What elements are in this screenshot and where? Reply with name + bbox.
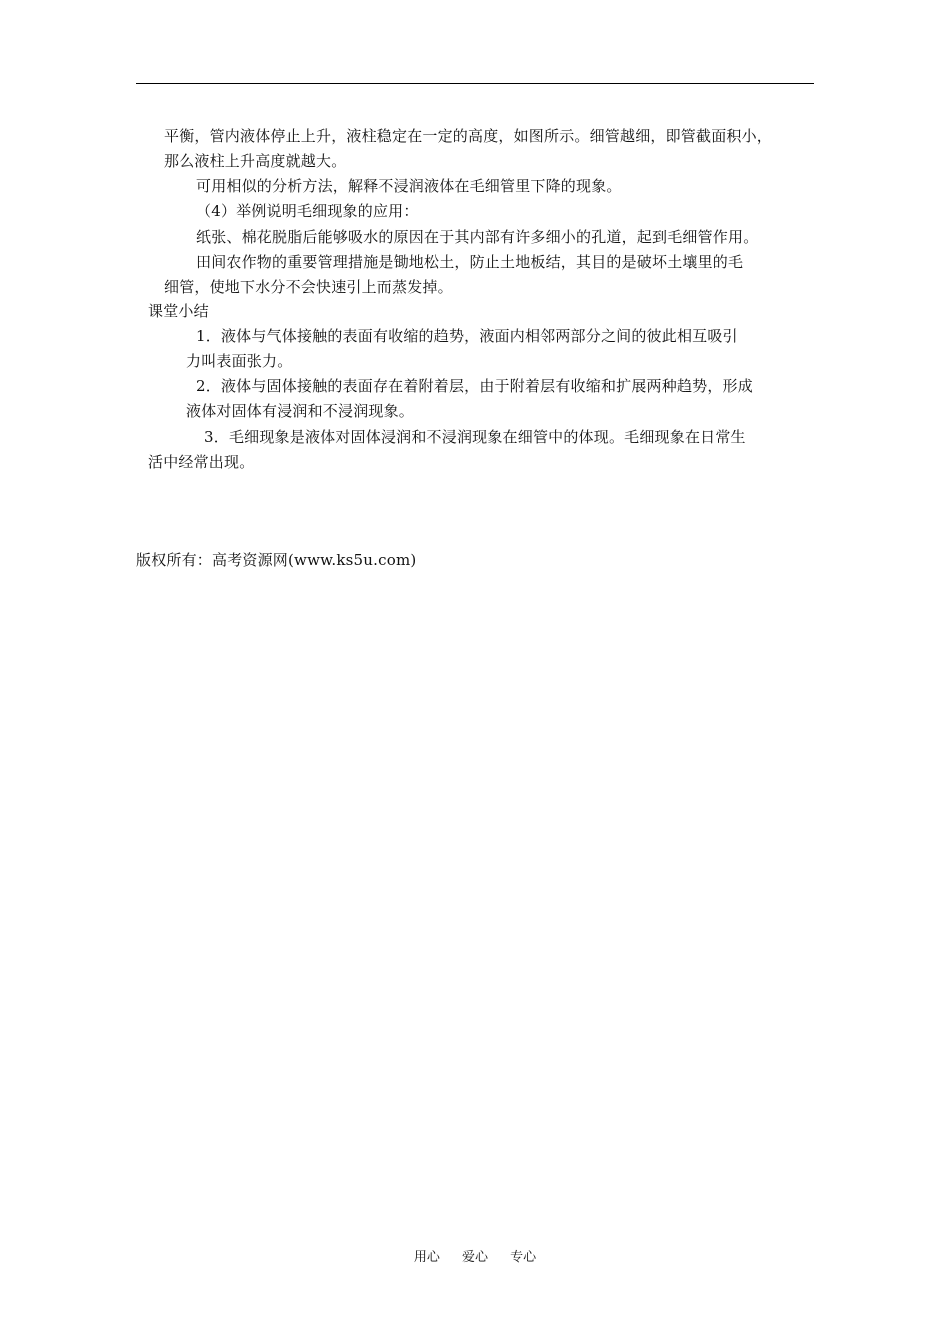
summary-heading: 课堂小结 [148,302,209,320]
summary-item-1-cont: 力叫表面张力。 [186,352,293,370]
summary-item-3: 3．毛细现象是液体对固体浸润和不浸润现象在细管中的体现。毛细现象在日常生 [204,428,746,446]
summary-item-2: 2．液体与固体接触的表面存在着附着层，由于附着层有收缩和扩展两种趋势，形成 [196,377,753,395]
body-line-5: 纸张、棉花脱脂后能够吸水的原因在于其内部有许多细小的孔道，起到毛细管作用。 [196,228,759,246]
body-line-2: 那么液柱上升高度就越大。 [164,152,347,170]
footer-word-3: 专心 [510,1250,537,1265]
footer-word-2: 爱心 [461,1250,488,1265]
body-line-7: 细管，使地下水分不会快速引上而蒸发掉。 [164,278,453,296]
body-line-1: 平衡，管内液体停止上升，液柱稳定在一定的高度，如图所示。细管越细，即管截面积小， [164,127,773,145]
body-line-4: （4）举例说明毛细现象的应用： [196,202,419,220]
summary-item-2-cont: 液体对固体有浸润和不浸润现象。 [186,402,415,420]
page-footer [0,1249,950,1267]
summary-item-3-cont: 活中经常出现。 [148,453,255,471]
body-line-3: 可用相似的分析方法，解释不浸润液体在毛细管里下降的现象。 [196,177,622,195]
copyright-notice: 版权所有：高考资源网(www.ks5u.com) [136,551,417,569]
header-rule [136,83,814,84]
summary-item-1: 1．液体与气体接触的表面有收缩的趋势，液面内相邻两部分之间的彼此相互吸引 [196,327,738,345]
body-line-6: 田间农作物的重要管理措施是锄地松土，防止土地板结，其目的是破坏土壤里的毛 [196,253,744,271]
footer-word-1: 用心 [413,1250,440,1265]
